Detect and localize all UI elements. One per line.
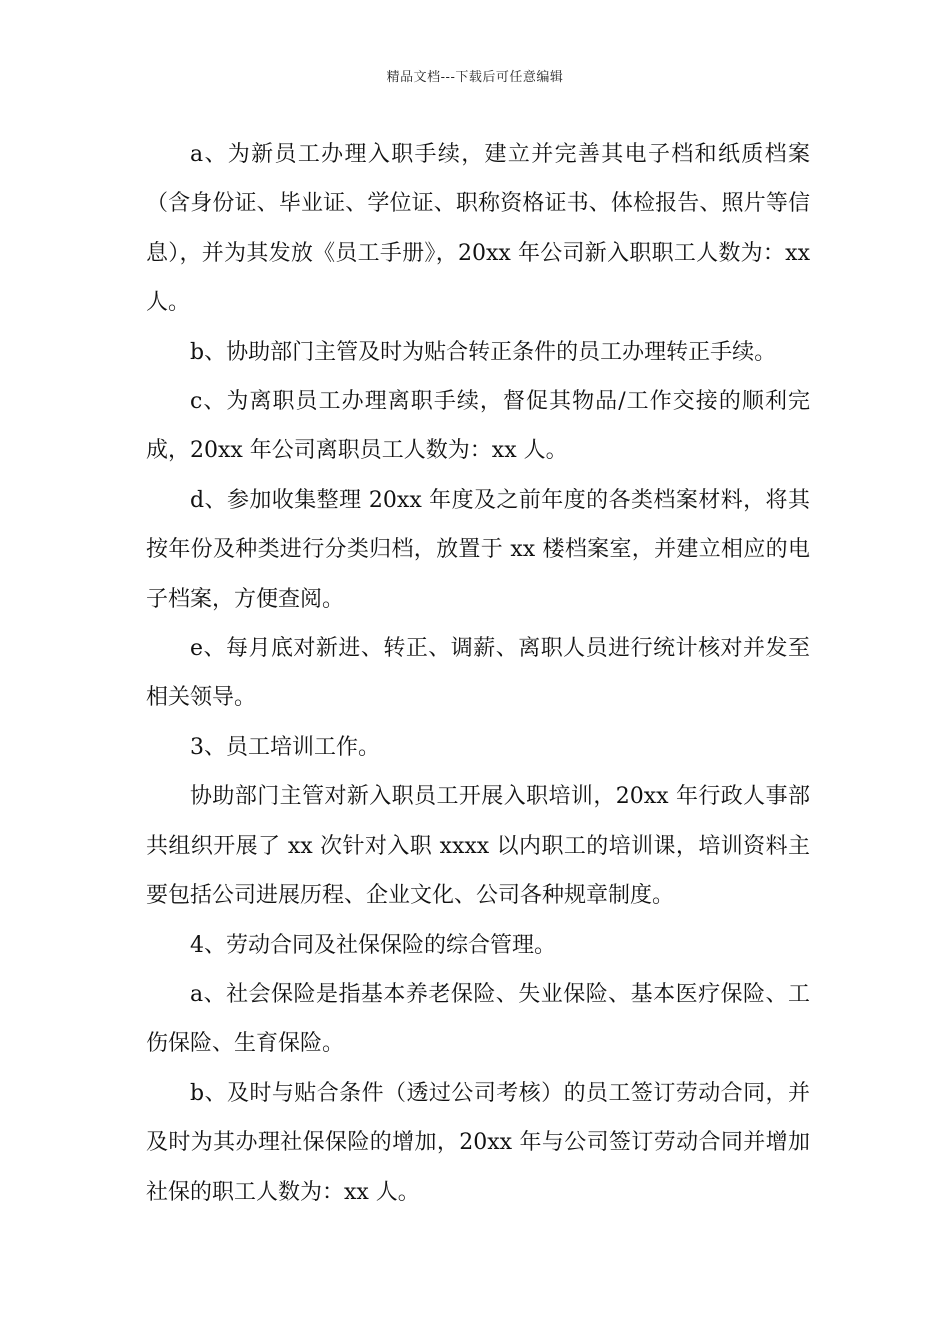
- section-heading-training: 3、员工培训工作。: [190, 734, 380, 760]
- paragraph-d-archives: d、参加收集整理 20xx 年度及之前年度的各类档案材料，将其按年份及种类进行分类归档，放置于 xx 楼档案室，并建立相应的电子档案，方便查阅。: [146, 487, 810, 612]
- section-heading-contracts: 4、劳动合同及社保保险的综合管理。: [190, 932, 556, 958]
- page-header: 精品文档---下载后可任意编辑: [386, 70, 564, 85]
- paragraph-a-social-insurance: a、社会保险是指基本养老保险、失业保险、基本医疗保险、工伤保险、生育保险。: [146, 981, 810, 1057]
- paragraph-b-regularization: b、协助部门主管及时为贴合转正条件的员工办理转正手续。: [190, 339, 777, 365]
- document-body: [146, 130, 810, 1217]
- paragraph-c-resignation: c、为离职员工办理离职手续，督促其物品/工作交接的顺利完成，20xx 年公司离职员工人数为：xx 人。: [146, 389, 810, 464]
- paragraph-b-labor-contract: b、及时与贴合条件（透过公司考核）的员工签订劳动合同，并及时为其办理社保保险的增加，20xx 年与公司签订劳动合同并增加社保的职工人数为：xx 人。: [146, 1080, 810, 1205]
- paragraph-e-monthly-stats: e、每月底对新进、转正、调薪、离职人员进行统计核对并发至相关领导。: [146, 636, 810, 711]
- paragraph-training-detail: 协助部门主管对新入职员工开展入职培训，20xx 年行政人事部共组织开展了 xx 次针对入职 xxxx 以内职工的培训课，培训资料主要包括公司进展历程、企业文化、公司各种规章制度。: [146, 784, 810, 909]
- paragraph-a-onboarding: a、为新员工办理入职手续，建立并完善其电子档和纸质档案（含身份证、毕业证、学位证、职称资格证书、体检报告、照片等信息），并为其发放《员工手册》，20xx 年公司新入职职工人数为：xx 人。: [146, 142, 810, 316]
